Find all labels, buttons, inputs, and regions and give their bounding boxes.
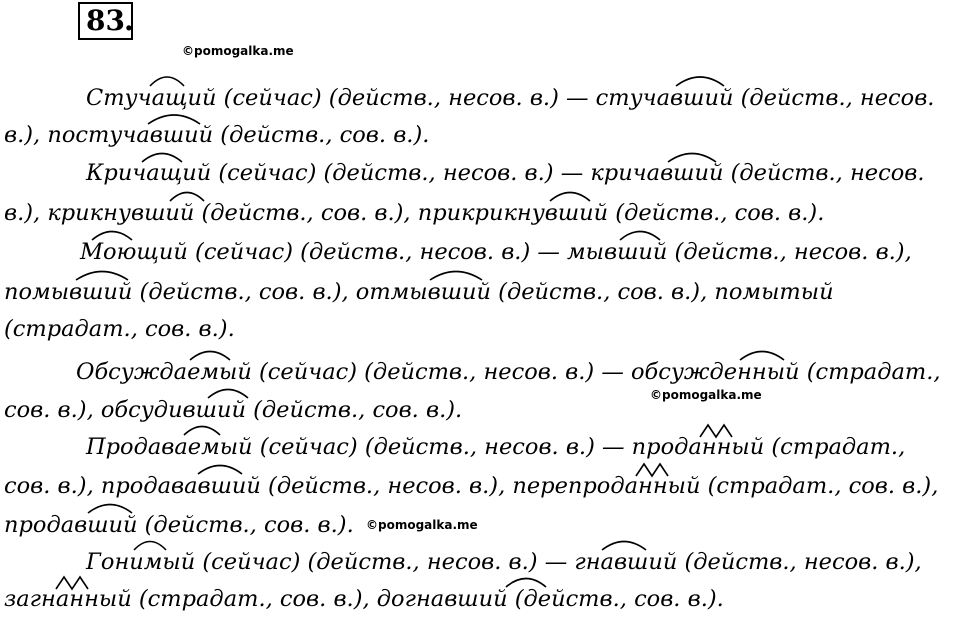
text-line-13: Гонимый (сейчас) (действ., несов. в.) — гнавший (действ., несов. в.),: [86, 549, 922, 575]
text-line-14: загнанный (страдат., сов. в.), догнавший (действ., сов. в.).: [4, 586, 724, 612]
watermark: ©pomogalka.me: [366, 518, 478, 532]
text-line-12: продавший (действ., сов. в.).: [4, 512, 354, 538]
watermark: ©pomogalka.me: [182, 44, 294, 58]
exercise-number-text: 83: [86, 4, 125, 37]
text-line-10: Продаваемый (сейчас) (действ., несов. в.) — проданный (страдат.,: [86, 434, 906, 460]
text-line-1: Стучащий (сейчас) (действ., несов. в.) — стучавший (действ., несов.: [86, 85, 935, 111]
text-line-6: помывший (действ., сов. в.), отмывший (действ., сов. в.), помытый: [4, 279, 834, 305]
text-line-4: в.), крикнувший (действ., сов. в.), прикрикнувший (действ., сов. в.).: [4, 200, 825, 226]
text-line-11: сов. в.), продававший (действ., несов. в.), перепроданный (страдат., сов. в.),: [4, 473, 939, 499]
text-line-9: сов. в.), обсудивший (действ., сов. в.).: [4, 397, 463, 423]
exercise-number-dot: .: [124, 4, 134, 37]
text-line-8: Обсуждаемый (сейчас) (действ., несов. в.) — обсужденный (страдат.,: [76, 359, 941, 385]
watermark: ©pomogalka.me: [650, 388, 762, 402]
text-line-5: Моющий (сейчас) (действ., несов. в.) — мывший (действ., несов. в.),: [80, 239, 912, 265]
text-line-3: Кричащий (сейчас) (действ., несов. в.) — кричавший (действ., несов.: [86, 160, 925, 186]
text-line-2: в.), постучавший (действ., сов. в.).: [4, 122, 430, 148]
text-line-7: (страдат., сов. в.).: [4, 316, 235, 342]
